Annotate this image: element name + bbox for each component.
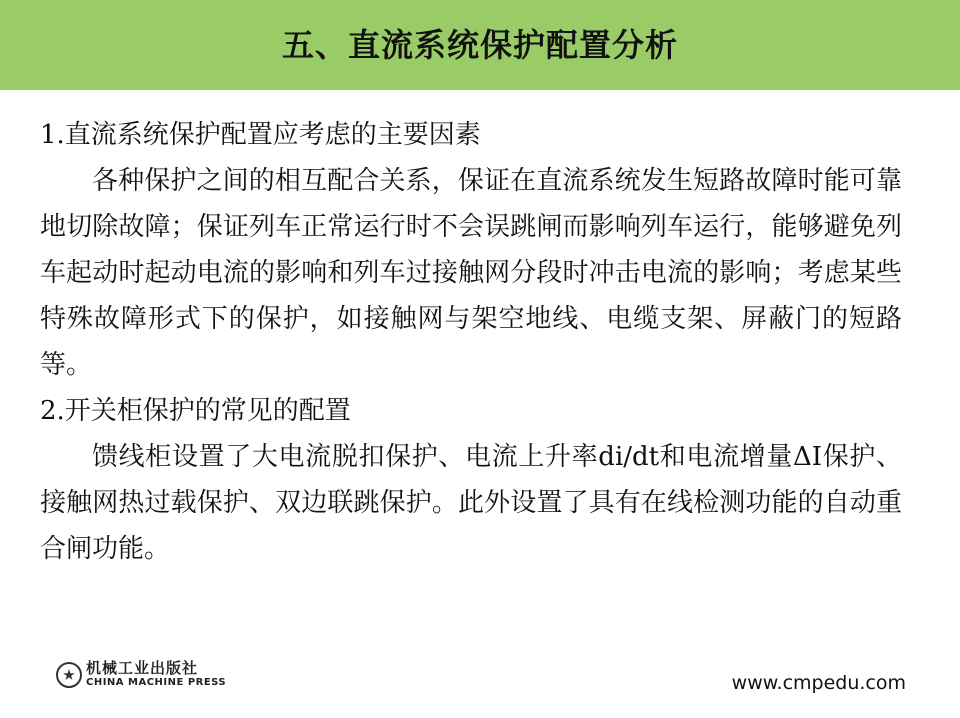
star-emblem-icon	[56, 662, 82, 688]
website-url: www.cmpedu.com	[731, 672, 906, 694]
section-heading-2: 2.开关柜保护的常见的配置	[40, 396, 351, 426]
slide-title: 五、直流系统保护配置分析	[281, 26, 678, 64]
section-paragraph-2: 馈线柜设置了大电流脱扣保护、电流上升率di/dt和电流增量ΔI保护、接触网热过载保护、双边联跳保护。此外设置了具有在线检测功能的自动重合闸功能。	[40, 442, 902, 564]
publisher-name-en: CHINA MACHINE PRESS	[86, 677, 227, 688]
slide-body	[40, 112, 902, 572]
publisher-name-cn: 机械工业出版社	[86, 659, 199, 677]
section-heading-1: 1.直流系统保护配置应考虑的主要因素	[40, 120, 481, 150]
section-paragraph-1: 各种保护之间的相互配合关系，保证在直流系统发生短路故障时能可靠地切除故障；保证列车正常运行时不会误跳闸而影响列车运行，能够避免列车起动时起动电流的影响和列车过接触网分段时冲击电流的影响；考虑某些特殊故障形式下的保护，如接触网与架空地线、电缆支架、屏蔽门的短路等。	[40, 166, 902, 380]
publisher-logo	[56, 660, 296, 692]
